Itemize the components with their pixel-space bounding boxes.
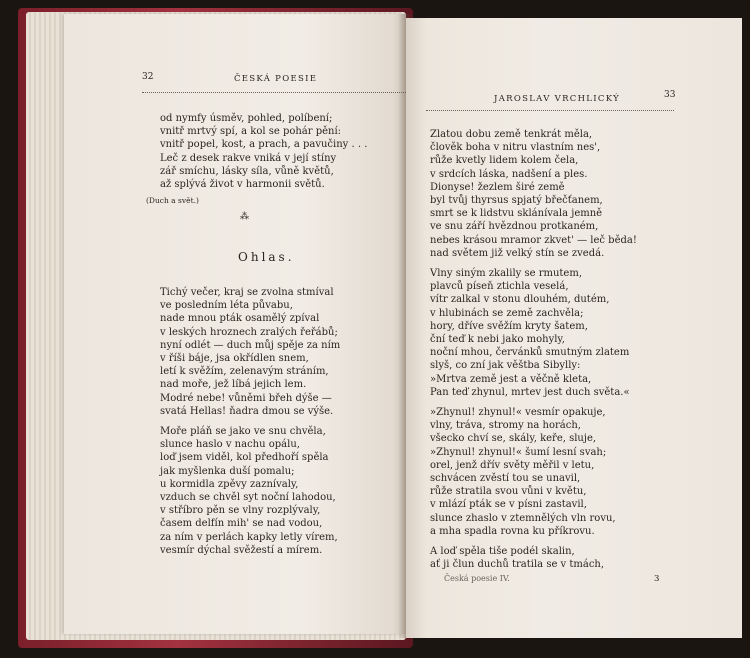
poem-line: Modré nebe! vůněmi břeh dýše — — [160, 392, 332, 404]
poem-body-left — [160, 286, 340, 564]
poem-line: byl tvůj thyrsus spjatý břečťanem, — [430, 195, 603, 207]
poem-line: vesmír dýchal svěžestí a mírem. — [160, 544, 323, 556]
poem-line: v stříbro pěn se vlny rozplývaly, — [160, 505, 321, 517]
poem-line: člověk boha v nitru vlastním nes', — [430, 142, 601, 154]
poem-line: ční teď k nebi jako mohyly, — [430, 334, 565, 346]
separator-stars: ⁂ — [240, 212, 252, 222]
poem-line: za ním v perlách kapky letly vírem, — [160, 531, 338, 543]
poem-line: v hlubinách se země zachvěla; — [430, 307, 584, 319]
poem-line: od nymfy úsměv, pohled, políbení; — [160, 113, 333, 124]
poem-line: Moře pláň se jako ve snu chvěla, — [160, 426, 326, 438]
stanza — [160, 425, 340, 557]
poem-line: vnitř mrtvý spí, a kol se pohár pění: — [160, 126, 342, 138]
header-rule-right — [426, 110, 674, 111]
poem-line: vítr zalkal v stonu dlouhém, dutém, — [430, 294, 610, 306]
poem-line: slyš, co zní jak věštba Sibylly: — [430, 360, 581, 372]
poem-line: hory, dříve svěžím kryty šatem, — [430, 320, 588, 332]
poem-line: ve snu září hvězdnou protkaném, — [430, 221, 599, 233]
poem-line: »Mrtva země jest a věčně kleta, — [430, 373, 592, 385]
poem-line: plavců píseň ztichla veselá, — [430, 281, 569, 293]
page-number-left: 32 — [142, 72, 154, 82]
poem-title: Ohlas. — [238, 250, 295, 264]
poem-line: nyní odlét — duch můj spěje za ním — [160, 339, 341, 351]
poem-line: až splývá život v harmonii světů. — [160, 179, 325, 191]
poem-line: a mha spadla rovna ku příkrovu. — [430, 525, 595, 537]
poem-line: vnitř popel, kost, a prach, a pavučiny . . . — [160, 139, 368, 151]
poem-line: u kormidla zpěvy zaznívaly, — [160, 478, 299, 490]
stanza — [430, 406, 637, 538]
poem-line: Vlny siným zkalily se rmutem, — [430, 268, 583, 280]
poem-line: růže kvetly lidem kolem čela, — [430, 155, 579, 167]
poem-line: smrt se k lidstvu sklánívala jemně — [430, 208, 603, 220]
running-head-left: ČESKÁ POESIE — [234, 74, 318, 84]
poem-line: slunce haslo v nachu opálu, — [160, 439, 300, 451]
poem-line: nade mnou pták osamělý zpíval — [160, 313, 320, 325]
poem-body-right — [430, 128, 637, 579]
poem-line: loď jsem viděl, kol předhoří spěla — [160, 452, 329, 464]
poem-line: nad světem již velký stín se zvedá. — [430, 247, 605, 259]
poem-line: všecko chví se, skály, keře, sluje, — [430, 433, 597, 445]
poem-line: vzduch se chvěl syt noční lahodou, — [160, 492, 336, 504]
poem-ending — [160, 112, 367, 191]
poem-line: slunce zhaslo v ztemnělých vln rovu, — [430, 512, 616, 524]
poem-line: nad moře, jež líbá jejich lem. — [160, 379, 307, 391]
poem-line: v leských hroznech zralých řeřábů; — [160, 326, 338, 338]
poem-line: zář smíchu, lásky síla, vůně květů, — [160, 165, 334, 177]
stanza — [430, 545, 637, 571]
poem-line: Tichý večer, kraj se zvolna stmíval — [160, 287, 334, 298]
source-note: (Duch a svět.) — [146, 196, 199, 205]
poem-line: »Zhynul! zhynul!« vesmír opakuje, — [430, 407, 606, 419]
header-rule-left — [142, 92, 442, 93]
stanza — [160, 286, 340, 418]
poem-line: »Zhynul! zhynul!« šumí lesní svah; — [430, 446, 607, 458]
poem-line: v mlází pták se v písni zastavil, — [430, 499, 587, 511]
poem-line: jak myšlenka duší pomalu; — [160, 465, 295, 477]
poem-line: A loď spěla tiše podél skalin, — [430, 546, 575, 558]
poem-line: schvácen zvěstí tou se unavil, — [430, 473, 581, 485]
signature-mark: Česká poesie IV. — [444, 574, 510, 583]
poem-line: Pan teď zhynul, mrtev jest duch světa.« — [430, 386, 630, 398]
poem-line: nebes krásou mramor zkvet' — leč běda! — [430, 234, 637, 246]
poem-line: svatá Hellas! ňadra dmou se výše. — [160, 405, 334, 417]
poem-line: Dionyse! žezlem širé země — [430, 181, 565, 193]
poem-line: Zlatou dobu země tenkrát měla, — [430, 129, 593, 140]
right-page — [406, 18, 742, 638]
poem-line: letí k svěžím, zelenavým stráním, — [160, 366, 329, 378]
stanza — [430, 267, 637, 399]
poem-line: v srdcích láska, nadšení a ples. — [430, 168, 588, 180]
poem-line: v říši báje, jsa okřídlen snem, — [160, 353, 309, 365]
signature-number: 3 — [654, 574, 660, 584]
poem-line: noční mhou, červánků smutným zlatem — [430, 347, 630, 359]
poem-line: časem delfín mih' se nad vodou, — [160, 518, 323, 530]
running-head-right: JAROSLAV VRCHLICKÝ — [494, 94, 621, 104]
left-page — [64, 14, 406, 634]
poem-line: Leč z desek rakve vniká v její stíny — [160, 152, 337, 164]
poem-line: růže stratila svou vůni v květu, — [430, 486, 587, 498]
poem-line: ve posledním léta půvabu, — [160, 300, 293, 312]
poem-line: ať ji člun duchů tratila se v tmách, — [430, 559, 605, 571]
page-number-right: 33 — [664, 90, 676, 100]
stanza — [430, 128, 637, 260]
poem-line: vlny, tráva, stromy na horách, — [430, 420, 581, 432]
poem-line: orel, jenž dřív světy měřil v letu, — [430, 459, 595, 471]
